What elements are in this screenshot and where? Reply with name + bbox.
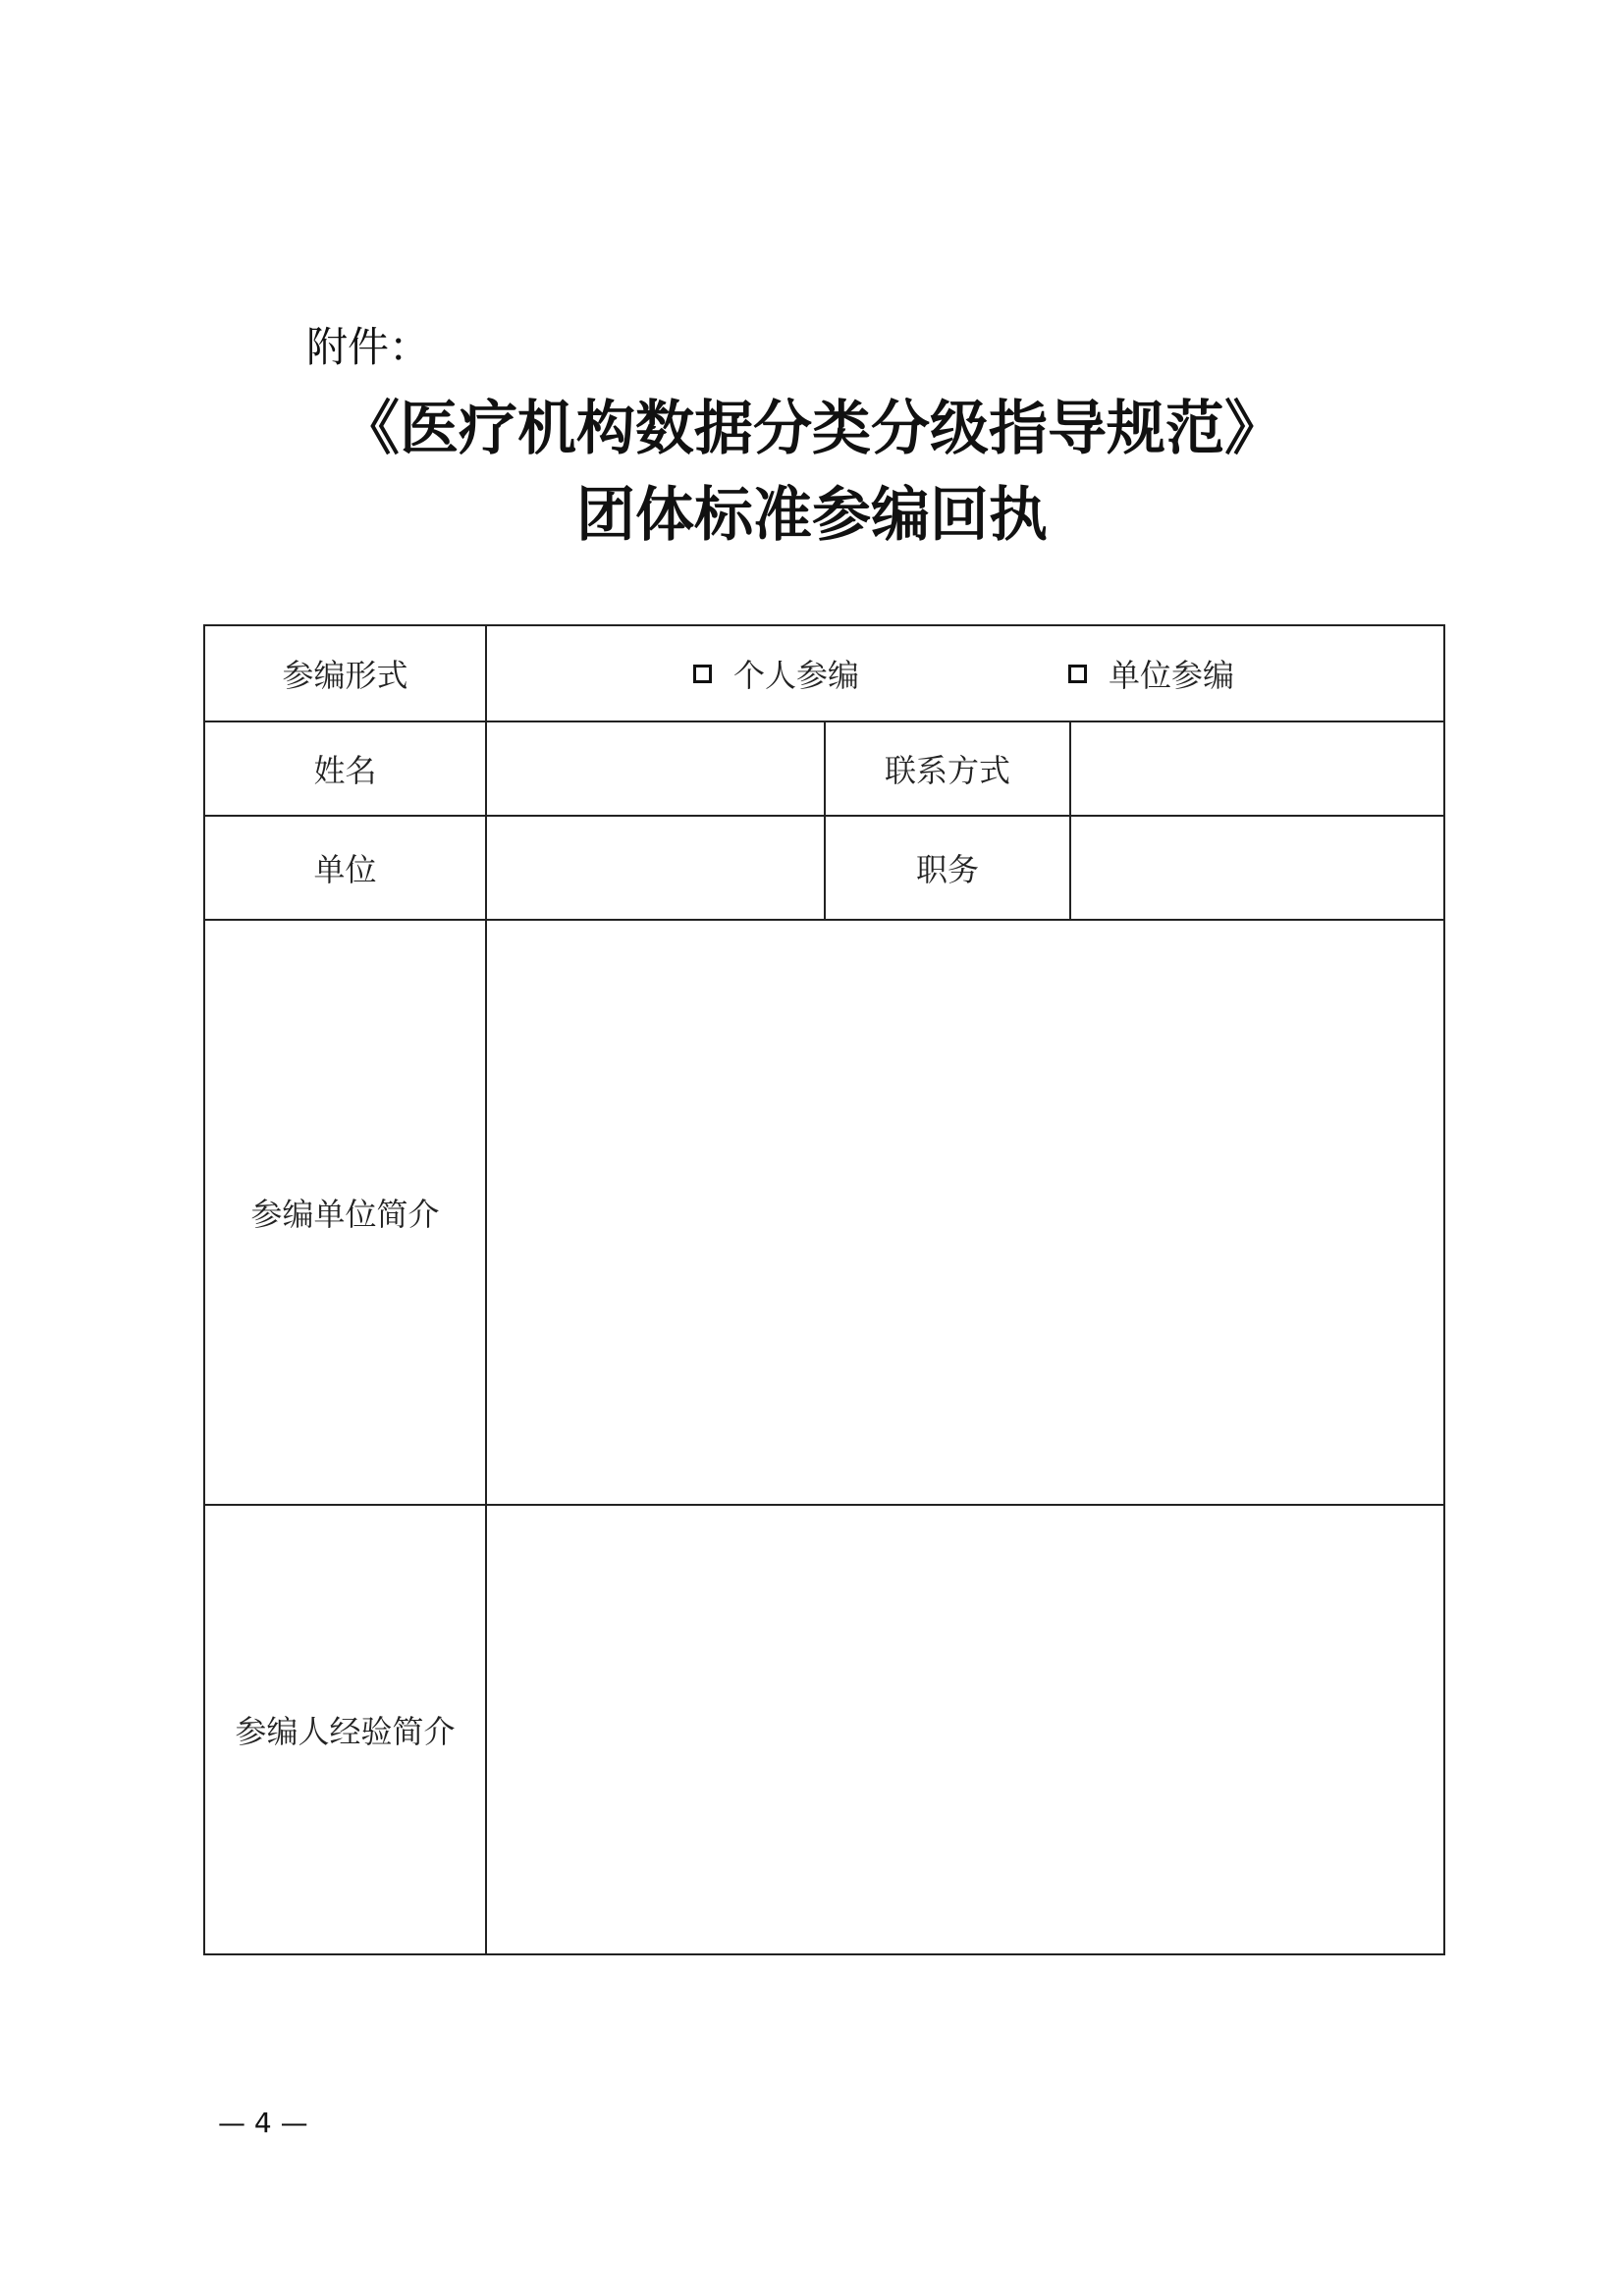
unit-intro-row <box>204 920 1444 1505</box>
checkbox-icon[interactable] <box>1068 665 1087 683</box>
participation-form-row <box>204 625 1444 721</box>
position-label: 职务 <box>825 816 1070 920</box>
checkbox-icon[interactable] <box>693 665 712 683</box>
unit-participation-label: 单位参编 <box>1109 657 1235 694</box>
contact-field[interactable] <box>1070 721 1444 816</box>
unit-label: 单位 <box>204 816 486 920</box>
name-field[interactable] <box>486 721 825 816</box>
participation-form-options <box>486 625 1444 721</box>
document-subtitle: 团体标准参编回执 <box>576 481 1048 550</box>
experience-intro-field[interactable] <box>486 1505 1444 1954</box>
unit-intro-field[interactable] <box>486 920 1444 1505</box>
document-title: 《医疗机构数据分类分级指导规范》 <box>341 395 1283 463</box>
participation-form-label: 参编形式 <box>204 625 486 721</box>
attachment-label: 附件： <box>306 323 431 371</box>
name-label: 姓名 <box>204 721 486 816</box>
unit-intro-label: 参编单位简介 <box>204 920 486 1505</box>
personal-participation-label: 个人参编 <box>733 657 860 694</box>
experience-intro-label: 参编人经验简介 <box>204 1505 486 1954</box>
unit-field[interactable] <box>486 816 825 920</box>
contact-label: 联系方式 <box>825 721 1070 816</box>
position-field[interactable] <box>1070 816 1444 920</box>
personal-participation-option[interactable] <box>693 626 859 721</box>
name-contact-row <box>204 721 1444 816</box>
unit-position-row <box>204 816 1444 920</box>
experience-intro-row <box>204 1505 1444 1954</box>
reply-form-table <box>203 624 1445 1955</box>
page-number: — 4 — <box>218 2107 308 2139</box>
unit-participation-option[interactable] <box>1068 626 1234 721</box>
